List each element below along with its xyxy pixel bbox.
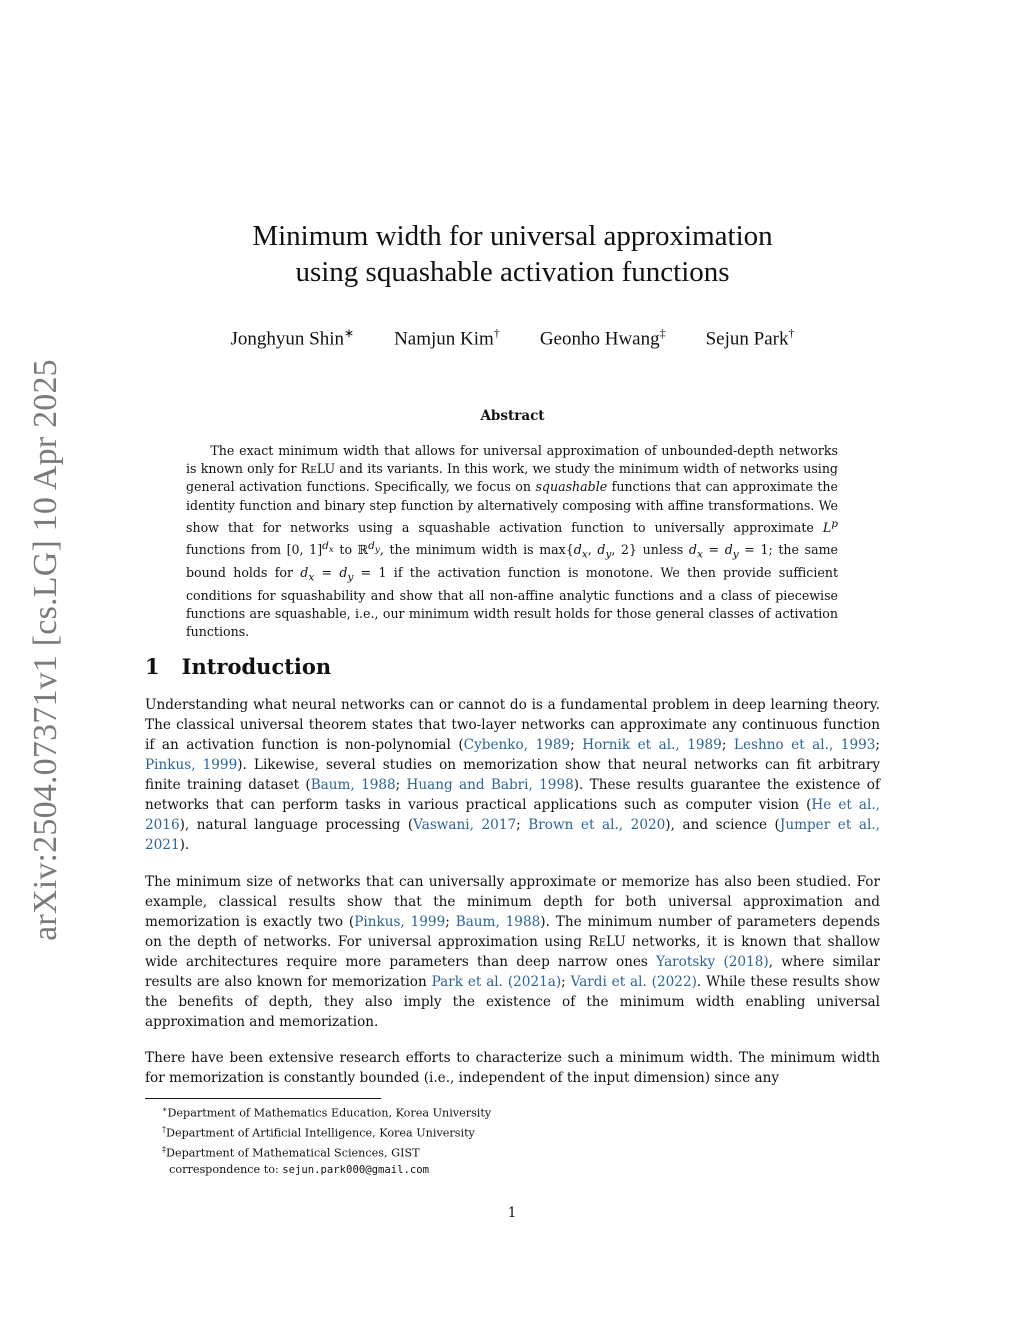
paper-title — [145, 218, 880, 290]
citation-link[interactable]: Huang and Babri, 1998 — [406, 777, 574, 793]
author: Jonghyun Shin∗ — [230, 326, 355, 350]
citation-link[interactable]: Pinkus, 1999 — [145, 757, 238, 773]
citation-link[interactable]: He et al., 2016 — [145, 797, 880, 833]
intro-paragraph-2: The minimum size of networks that can universally approximate or memorize has also been studied. For example, classical results show that the minimum depth for both universal approximation and memorization is exactly two (Pinkus, 1999; Baum, 1988). The minimum number of parameters depends on the depth of networks. For universal approximation using ReLU networks, it is known that shallow wide architectures require more parameters than deep narrow ones Yarotsky (2018), where similar results are also known for memorization Park et al. (2021a); Vardi et al. (2022). While these results show the benefits of depth, they also imply the existence of the minimum width enabling universal approximation and memorization. — [145, 874, 881, 1030]
citation-link[interactable]: Pinkus, 1999 — [354, 914, 446, 930]
citation-link[interactable]: Jumper et al., 2021 — [145, 817, 880, 853]
page-number: 1 — [507, 1205, 517, 1221]
citation-link[interactable]: Cybenko, 1989 — [463, 737, 571, 753]
citation-link[interactable]: Hornik et al., 1989 — [582, 737, 722, 753]
intro-paragraph-3: There have been extensive research efforts to characterize such a minimum width. The minimum width for memorization is constantly bounded (i.e., independent of the input dimension) since any — [145, 1050, 880, 1086]
intro-paragraph-1: Understanding what neural networks can or cannot do is a fundamental problem in deep learning theory. The classical universal theorem states that two-layer networks can approximate any continuous function if an activation function is non-polynomial (Cybenko, 1989; Hornik et al., 1989; Leshno et al., 1993; Pinkus, 1999). Likewise, several studies on memorization show that neural networks can fit arbitrary finite training dataset (Baum, 1988; Huang and Babri, 1998). These results guarantee the existence of networks that can perform tasks in various practical applications such as computer vision (He et al., 2016), natural language processing (Vaswani, 2017; Brown et al., 2020), and science (Jumper et al., 2021). — [145, 697, 880, 853]
section-number: 1 — [145, 654, 160, 679]
citation-link[interactable]: Baum, 1988 — [310, 777, 396, 793]
abstract-heading: Abstract — [480, 408, 545, 424]
citation-link[interactable]: Vaswani, 2017 — [413, 817, 517, 833]
footnote: correspondence to: sejun.park000@gmail.com — [169, 1163, 429, 1177]
arxiv-sidebar — [22, 355, 70, 945]
citation-link[interactable]: Vardi et al. (2022) — [570, 974, 697, 990]
footnote: ‡Department of Mathematical Sciences, GIST — [162, 1145, 420, 1160]
arxiv-identifier: arXiv:2504.07371v1 [cs.LG] 10 Apr 2025 — [27, 359, 64, 941]
title-line-2: using squashable activation functions — [295, 256, 730, 288]
citation-link[interactable]: Leshno et al., 1993 — [733, 737, 876, 753]
citation-link[interactable]: Brown et al., 2020 — [528, 817, 666, 833]
author: Geonho Hwang‡ — [539, 326, 666, 350]
author: Sejun Park† — [705, 326, 795, 350]
section-heading — [145, 654, 331, 679]
title-line-1: Minimum width for universal approximation — [252, 220, 773, 252]
citation-link[interactable]: Park et al. (2021a) — [431, 974, 562, 990]
email-link[interactable]: sejun.park000@gmail.com — [282, 1164, 429, 1177]
footnote: ∗Department of Mathematics Education, Korea University — [162, 1105, 492, 1120]
citation-link[interactable]: Yarotsky (2018) — [656, 954, 769, 970]
footnote-divider — [145, 1098, 381, 1099]
author-list — [145, 326, 880, 350]
abstract-body: The exact minimum width that allows for universal approximation of unbounded-depth networks is known only for ReLU and its variants. In this work, we study the minimum width of networks using general activation functions. Specifically, we focus on squashable functions that can approximate the identity function and binary step function by alternatively composing with affine transformations. We show that for networks using a squashable activation function to universally approximate $L^p$ functions from [0, 1]$^{d_x}$ to ℝ$^{d_y}$, the minimum width is $\max\{d_x$, $d_y$, 2} unless $d_x = d_y = 1$; the same bound holds for $d_x = d_y = 1$ if the activation function is monotone. We then provide sufficient conditions for squashability and show that all non-affine analytic functions and a class of piecewise functions are squashable, i.e., our minimum width result holds for those general classes of activation functions. — [186, 443, 838, 640]
citation-link[interactable]: Baum, 1988 — [455, 914, 541, 930]
author: Namjun Kim† — [394, 326, 500, 350]
footnote: †Department of Artificial Intelligence, Korea University — [162, 1125, 475, 1140]
footnotes — [162, 1102, 491, 1178]
section-title: Introduction — [181, 654, 332, 679]
